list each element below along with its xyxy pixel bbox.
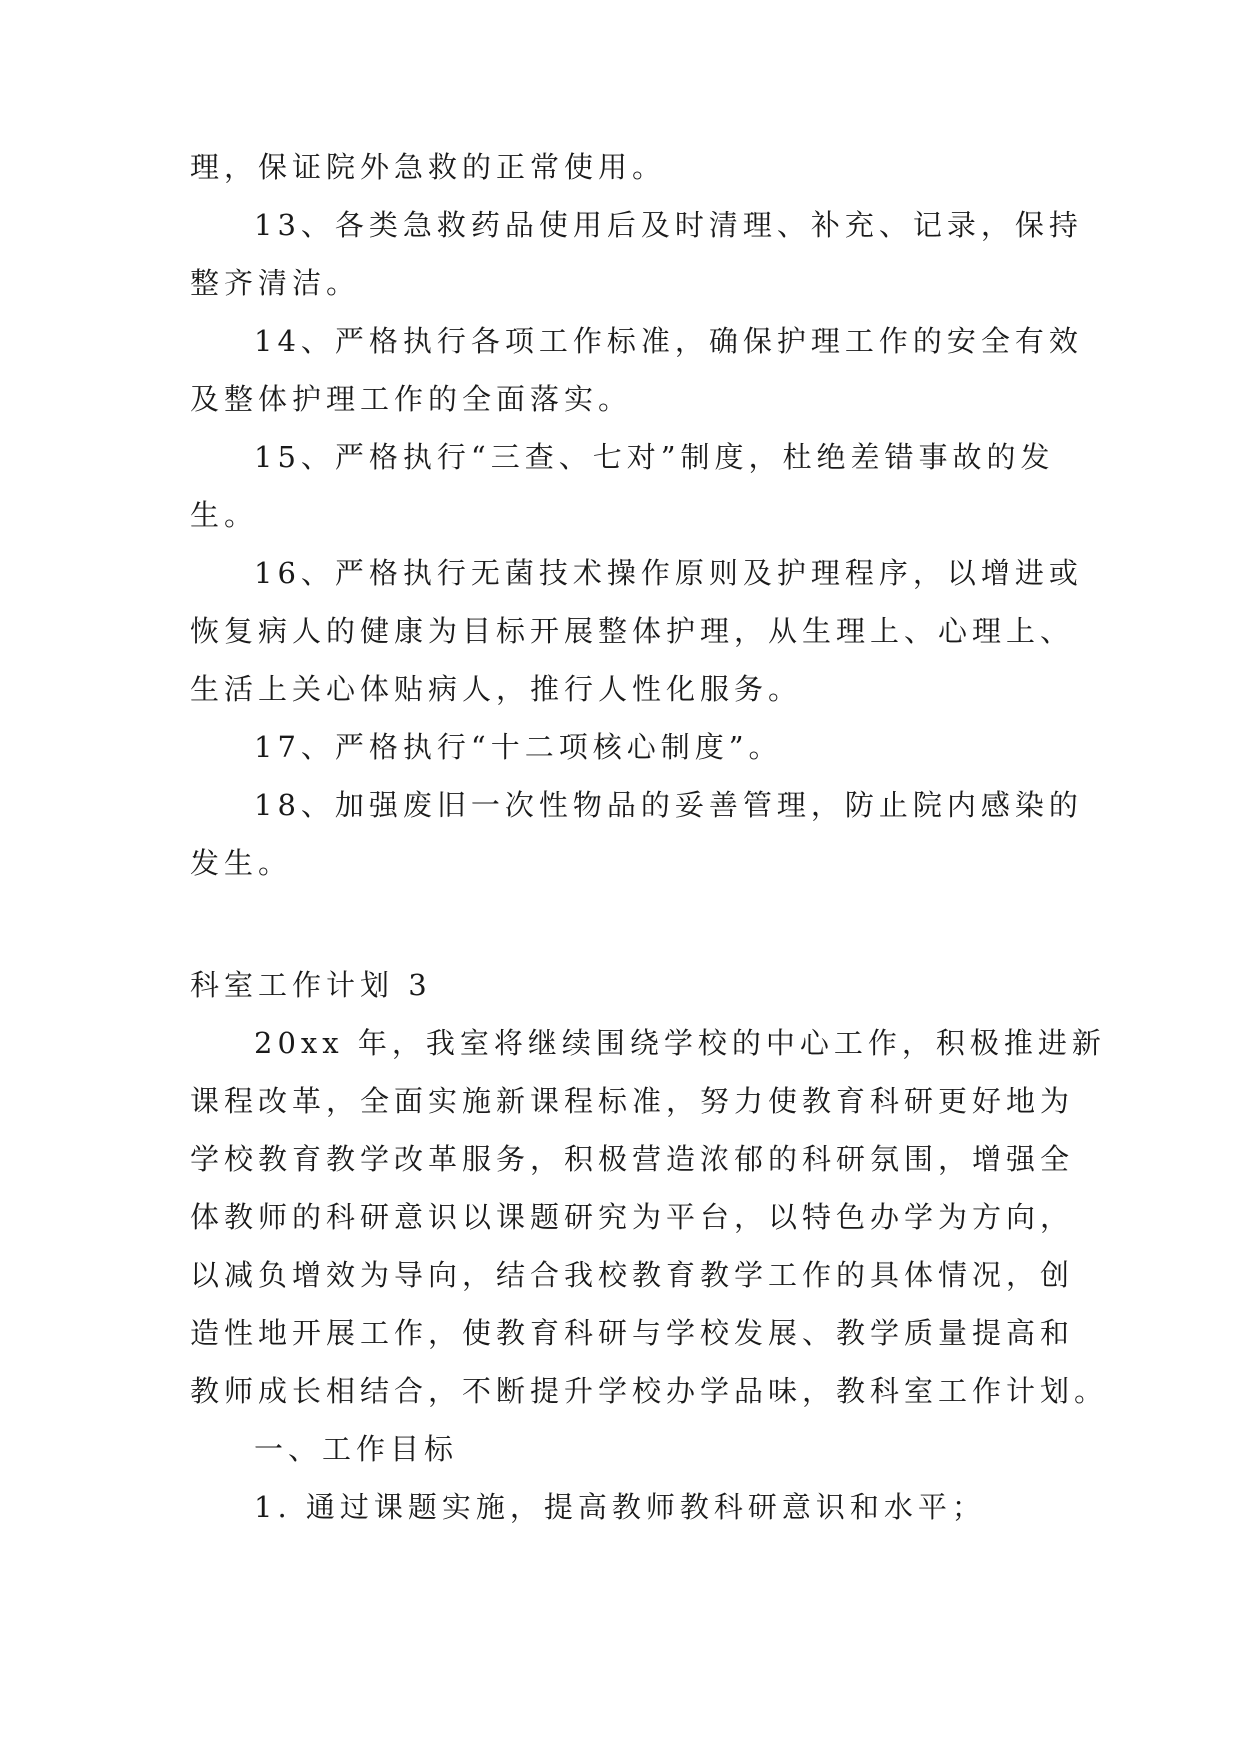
text-line: 整齐清洁。 [190, 266, 361, 300]
text-line: 17、严格执行“十二项核心制度”。 [254, 730, 783, 764]
text-line: 18、加强废旧一次性物品的妥善管理，防止院内感染的 [254, 788, 1083, 822]
text-line: 教师成长相结合，不断提升学校办学品味，教科室工作计划。 [190, 1374, 1109, 1408]
text-line: 理，保证院外急救的正常使用。 [190, 150, 667, 184]
text-line: 生活上关心体贴病人，推行人性化服务。 [190, 672, 803, 706]
section-title: 科室工作计划 3 [190, 968, 432, 1002]
text-line: 14、严格执行各项工作标准，确保护理工作的安全有效 [254, 324, 1083, 358]
section-spacer [190, 892, 1070, 956]
text-line: 15、严格执行“三查、七对”制度，杜绝差错事故的发 [254, 440, 1055, 474]
text-line: 及整体护理工作的全面落实。 [190, 382, 633, 416]
text-line: 生。 [190, 498, 259, 532]
text-line: 1. 通过课题实施，提高教师教科研意识和水平； [254, 1490, 986, 1524]
text-line: 恢复病人的健康为目标开展整体护理，从生理上、心理上、 [190, 614, 1075, 648]
text-line: 13、各类急救药品使用后及时清理、补充、记录，保持 [254, 208, 1083, 242]
document-body [190, 138, 1109, 1536]
subheading: 一、工作目标 [254, 1432, 459, 1466]
text-line: 发生。 [190, 846, 293, 880]
text-line: 体教师的科研意识以课题研究为平台，以特色办学为方向， [190, 1200, 1075, 1234]
text-line: 学校教育教学改革服务，积极营造浓郁的科研氛围，增强全 [190, 1142, 1075, 1176]
text-line: 20xx 年，我室将继续围绕学校的中心工作，积极推进新 [254, 1026, 1106, 1060]
text-line: 16、严格执行无菌技术操作原则及护理程序，以增进或 [254, 556, 1083, 590]
text-line: 以减负增效为导向，结合我校教育教学工作的具体情况，创 [190, 1258, 1075, 1292]
text-line: 课程改革，全面实施新课程标准，努力使教育科研更好地为 [190, 1084, 1075, 1118]
text-line: 造性地开展工作，使教育科研与学校发展、教学质量提高和 [190, 1316, 1075, 1350]
